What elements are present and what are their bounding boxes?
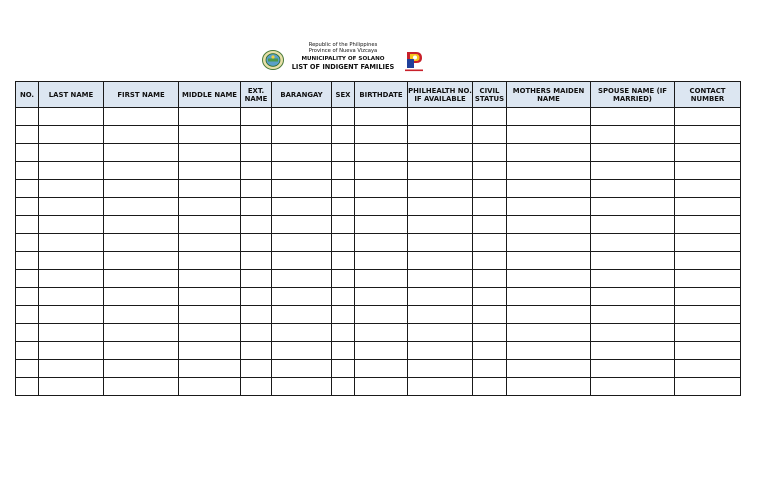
table-cell[interactable] — [104, 144, 179, 162]
column-header: EXT. NAME — [241, 82, 272, 108]
table-cell[interactable] — [355, 324, 408, 342]
table-cell[interactable] — [241, 126, 272, 144]
table-cell[interactable] — [675, 126, 741, 144]
table-row — [16, 108, 741, 126]
table-cell[interactable] — [507, 306, 591, 324]
table-cell[interactable] — [408, 108, 473, 126]
table-row — [16, 324, 741, 342]
table-row — [16, 378, 741, 396]
table-cell[interactable] — [591, 378, 675, 396]
table-cell[interactable] — [408, 162, 473, 180]
column-header: SPOUSE NAME (IF MARRIED) — [591, 82, 675, 108]
table-cell[interactable] — [473, 342, 507, 360]
table-cell[interactable] — [675, 216, 741, 234]
table-cell[interactable] — [473, 360, 507, 378]
table-cell[interactable] — [332, 324, 355, 342]
table-cell[interactable] — [408, 234, 473, 252]
table-cell[interactable] — [591, 306, 675, 324]
table-cell[interactable] — [332, 360, 355, 378]
table-cell[interactable] — [355, 360, 408, 378]
table-cell[interactable] — [332, 180, 355, 198]
table-row — [16, 306, 741, 324]
table-cell[interactable] — [355, 378, 408, 396]
column-header: NO. — [16, 82, 39, 108]
table-cell[interactable] — [104, 162, 179, 180]
table-cell[interactable] — [104, 252, 179, 270]
table-cell[interactable] — [507, 288, 591, 306]
table-cell[interactable] — [179, 360, 241, 378]
table-cell[interactable] — [591, 288, 675, 306]
table-cell[interactable] — [408, 342, 473, 360]
table-cell[interactable] — [241, 342, 272, 360]
table-cell[interactable] — [408, 306, 473, 324]
table-cell[interactable] — [355, 288, 408, 306]
table-cell[interactable] — [241, 360, 272, 378]
table-cell[interactable] — [179, 216, 241, 234]
table-cell[interactable] — [39, 144, 104, 162]
table-cell[interactable] — [332, 216, 355, 234]
table-cell[interactable] — [355, 342, 408, 360]
table-cell[interactable] — [272, 324, 332, 342]
table-cell[interactable] — [179, 252, 241, 270]
table-cell[interactable] — [16, 306, 39, 324]
table-cell[interactable] — [473, 108, 507, 126]
table-row — [16, 270, 741, 288]
table-cell[interactable] — [355, 234, 408, 252]
province-line: Province of Nueva Vizcaya — [308, 48, 378, 54]
table-cell[interactable] — [591, 126, 675, 144]
table-cell[interactable] — [241, 270, 272, 288]
table-cell[interactable] — [16, 198, 39, 216]
table-cell[interactable] — [241, 180, 272, 198]
table-cell[interactable] — [675, 180, 741, 198]
table-cell[interactable] — [507, 198, 591, 216]
table-cell[interactable] — [39, 270, 104, 288]
table-cell[interactable] — [408, 324, 473, 342]
table-cell[interactable] — [591, 108, 675, 126]
table-cell[interactable] — [179, 126, 241, 144]
table-cell[interactable] — [241, 216, 272, 234]
table-cell[interactable] — [39, 198, 104, 216]
table-cell[interactable] — [408, 126, 473, 144]
table-cell[interactable] — [355, 180, 408, 198]
table-cell[interactable] — [104, 378, 179, 396]
table-row — [16, 198, 741, 216]
table-cell[interactable] — [473, 252, 507, 270]
table-cell[interactable] — [179, 324, 241, 342]
table-cell[interactable] — [104, 108, 179, 126]
table-cell[interactable] — [332, 306, 355, 324]
table-cell[interactable] — [16, 216, 39, 234]
table-cell[interactable] — [39, 360, 104, 378]
table-cell[interactable] — [591, 144, 675, 162]
table-cell[interactable] — [272, 126, 332, 144]
table-cell[interactable] — [408, 288, 473, 306]
table-cell[interactable] — [507, 180, 591, 198]
table-cell[interactable] — [39, 108, 104, 126]
table-cell[interactable] — [591, 198, 675, 216]
table-cell[interactable] — [272, 162, 332, 180]
table-cell[interactable] — [473, 324, 507, 342]
table-cell[interactable] — [179, 306, 241, 324]
table-cell[interactable] — [675, 378, 741, 396]
table-cell[interactable] — [179, 378, 241, 396]
table-row — [16, 252, 741, 270]
table-cell[interactable] — [241, 252, 272, 270]
table-cell[interactable] — [241, 198, 272, 216]
table-cell[interactable] — [179, 288, 241, 306]
table-cell[interactable] — [272, 270, 332, 288]
table-cell[interactable] — [39, 306, 104, 324]
table-cell[interactable] — [272, 252, 332, 270]
republic-line: Republic of the Philippines — [308, 42, 378, 48]
table-cell[interactable] — [179, 144, 241, 162]
table-cell[interactable] — [507, 378, 591, 396]
table-cell[interactable] — [104, 198, 179, 216]
table-cell[interactable] — [591, 324, 675, 342]
table-cell[interactable] — [507, 324, 591, 342]
table-cell[interactable] — [104, 288, 179, 306]
table-row — [16, 234, 741, 252]
table-cell[interactable] — [39, 162, 104, 180]
table-cell[interactable] — [272, 360, 332, 378]
table-cell[interactable] — [675, 324, 741, 342]
table-cell[interactable] — [332, 252, 355, 270]
table-cell[interactable] — [332, 234, 355, 252]
table-cell[interactable] — [675, 270, 741, 288]
table-cell[interactable] — [16, 270, 39, 288]
table-cell[interactable] — [507, 144, 591, 162]
table-cell[interactable] — [39, 252, 104, 270]
table-cell[interactable] — [355, 216, 408, 234]
table-cell[interactable] — [473, 162, 507, 180]
table-cell[interactable] — [332, 288, 355, 306]
table-cell[interactable] — [241, 324, 272, 342]
table-cell[interactable] — [591, 252, 675, 270]
table-cell[interactable] — [179, 180, 241, 198]
table-cell[interactable] — [16, 288, 39, 306]
table-cell[interactable] — [507, 108, 591, 126]
table-row — [16, 288, 741, 306]
table-cell[interactable] — [16, 162, 39, 180]
indigent-families-table — [15, 81, 741, 396]
table-cell[interactable] — [272, 144, 332, 162]
table-cell[interactable] — [179, 234, 241, 252]
table-cell[interactable] — [332, 162, 355, 180]
table-cell[interactable] — [241, 378, 272, 396]
table-cell[interactable] — [16, 180, 39, 198]
table-cell[interactable] — [355, 144, 408, 162]
table-cell[interactable] — [675, 288, 741, 306]
table-cell[interactable] — [16, 378, 39, 396]
column-header: LAST NAME — [39, 82, 104, 108]
table-cell[interactable] — [473, 234, 507, 252]
table-cell[interactable] — [241, 162, 272, 180]
table-cell[interactable] — [272, 216, 332, 234]
table-cell[interactable] — [241, 288, 272, 306]
table-cell[interactable] — [408, 378, 473, 396]
column-header: PHILHEALTH NO. IF AVAILABLE — [408, 82, 473, 108]
table-cell[interactable] — [355, 252, 408, 270]
table-cell[interactable] — [675, 162, 741, 180]
table-cell[interactable] — [272, 234, 332, 252]
table-cell[interactable] — [104, 306, 179, 324]
table-cell[interactable] — [16, 324, 39, 342]
column-header: CONTACT NUMBER — [675, 82, 741, 108]
table-cell[interactable] — [408, 198, 473, 216]
table-cell[interactable] — [104, 324, 179, 342]
municipality-line: MUNICIPALITY OF SOLANO — [301, 56, 385, 62]
table-cell[interactable] — [104, 180, 179, 198]
table-cell[interactable] — [179, 198, 241, 216]
table-cell[interactable] — [272, 180, 332, 198]
table-cell[interactable] — [507, 252, 591, 270]
bagong-pilipinas-logo-icon — [402, 48, 426, 72]
column-header: MOTHERS MAIDEN NAME — [507, 82, 591, 108]
table-cell[interactable] — [675, 360, 741, 378]
table-row — [16, 342, 741, 360]
table-cell[interactable] — [591, 234, 675, 252]
table-cell[interactable] — [473, 198, 507, 216]
table-cell[interactable] — [332, 144, 355, 162]
table-cell[interactable] — [591, 270, 675, 288]
table-cell[interactable] — [39, 378, 104, 396]
table-cell[interactable] — [241, 306, 272, 324]
table-cell[interactable] — [675, 108, 741, 126]
table-cell[interactable] — [355, 270, 408, 288]
table-cell[interactable] — [507, 126, 591, 144]
table-cell[interactable] — [591, 360, 675, 378]
table-row — [16, 126, 741, 144]
document-header — [0, 40, 768, 76]
table-cell[interactable] — [408, 252, 473, 270]
table-row — [16, 216, 741, 234]
table-cell[interactable] — [39, 126, 104, 144]
table-cell[interactable] — [241, 144, 272, 162]
table-cell[interactable] — [591, 180, 675, 198]
table-cell[interactable] — [507, 216, 591, 234]
table-cell[interactable] — [16, 360, 39, 378]
table-cell[interactable] — [179, 162, 241, 180]
table-cell[interactable] — [16, 108, 39, 126]
municipal-seal-icon — [262, 50, 284, 70]
column-header: BARANGAY — [272, 82, 332, 108]
table-cell[interactable] — [39, 324, 104, 342]
column-header: BIRTHDATE — [355, 82, 408, 108]
table-cell[interactable] — [179, 270, 241, 288]
table-cell[interactable] — [272, 288, 332, 306]
table-cell[interactable] — [332, 198, 355, 216]
table-cell[interactable] — [241, 108, 272, 126]
table-cell[interactable] — [104, 270, 179, 288]
column-header: MIDDLE NAME — [179, 82, 241, 108]
table-cell[interactable] — [39, 234, 104, 252]
table-cell[interactable] — [16, 144, 39, 162]
table-cell[interactable] — [16, 342, 39, 360]
table-cell[interactable] — [355, 198, 408, 216]
table-cell[interactable] — [332, 126, 355, 144]
table-cell[interactable] — [675, 144, 741, 162]
table-row — [16, 360, 741, 378]
column-header: SEX — [332, 82, 355, 108]
table-cell[interactable] — [473, 180, 507, 198]
table-cell[interactable] — [507, 234, 591, 252]
table-cell[interactable] — [591, 216, 675, 234]
table-cell[interactable] — [591, 162, 675, 180]
table-cell[interactable] — [675, 198, 741, 216]
table-cell[interactable] — [39, 180, 104, 198]
table-cell[interactable] — [104, 342, 179, 360]
table-cell[interactable] — [179, 108, 241, 126]
table-body — [16, 108, 741, 396]
table-cell[interactable] — [332, 270, 355, 288]
table-cell[interactable] — [473, 216, 507, 234]
table-cell[interactable] — [241, 234, 272, 252]
table-cell[interactable] — [39, 342, 104, 360]
table-cell[interactable] — [473, 126, 507, 144]
table-cell[interactable] — [272, 342, 332, 360]
table-cell[interactable] — [675, 252, 741, 270]
table-cell[interactable] — [104, 126, 179, 144]
table-cell[interactable] — [16, 126, 39, 144]
table-cell[interactable] — [355, 126, 408, 144]
table-cell[interactable] — [408, 270, 473, 288]
table-row — [16, 180, 741, 198]
table-cell[interactable] — [272, 198, 332, 216]
column-header: CIVIL STATUS — [473, 82, 507, 108]
table-cell[interactable] — [675, 306, 741, 324]
table-cell[interactable] — [104, 234, 179, 252]
table-cell[interactable] — [473, 270, 507, 288]
column-header: FIRST NAME — [104, 82, 179, 108]
table-cell[interactable] — [473, 288, 507, 306]
table-cell[interactable] — [104, 216, 179, 234]
table-cell[interactable] — [408, 360, 473, 378]
table-header-row — [16, 82, 741, 108]
table-cell[interactable] — [507, 162, 591, 180]
table-cell[interactable] — [332, 108, 355, 126]
table-cell[interactable] — [332, 378, 355, 396]
table-cell[interactable] — [39, 288, 104, 306]
table-cell[interactable] — [104, 360, 179, 378]
table-cell[interactable] — [507, 270, 591, 288]
table-cell[interactable] — [473, 378, 507, 396]
table-cell[interactable] — [473, 306, 507, 324]
table-cell[interactable] — [591, 342, 675, 360]
table-cell[interactable] — [408, 180, 473, 198]
table-cell[interactable] — [675, 342, 741, 360]
table-cell[interactable] — [507, 360, 591, 378]
table-cell[interactable] — [473, 144, 507, 162]
table-cell[interactable] — [507, 342, 591, 360]
table-cell[interactable] — [39, 216, 104, 234]
table-cell[interactable] — [355, 108, 408, 126]
table-cell[interactable] — [272, 306, 332, 324]
table-row — [16, 162, 741, 180]
table-cell[interactable] — [355, 162, 408, 180]
table-cell[interactable] — [355, 306, 408, 324]
table-cell[interactable] — [408, 144, 473, 162]
table-cell[interactable] — [272, 108, 332, 126]
table-cell[interactable] — [179, 342, 241, 360]
table-cell[interactable] — [332, 342, 355, 360]
table-cell[interactable] — [408, 216, 473, 234]
table-cell[interactable] — [675, 234, 741, 252]
table-cell[interactable] — [16, 252, 39, 270]
table-cell[interactable] — [272, 378, 332, 396]
table-cell[interactable] — [16, 234, 39, 252]
table-row — [16, 144, 741, 162]
document-title: LIST OF INDIGENT FAMILIES — [291, 63, 395, 71]
